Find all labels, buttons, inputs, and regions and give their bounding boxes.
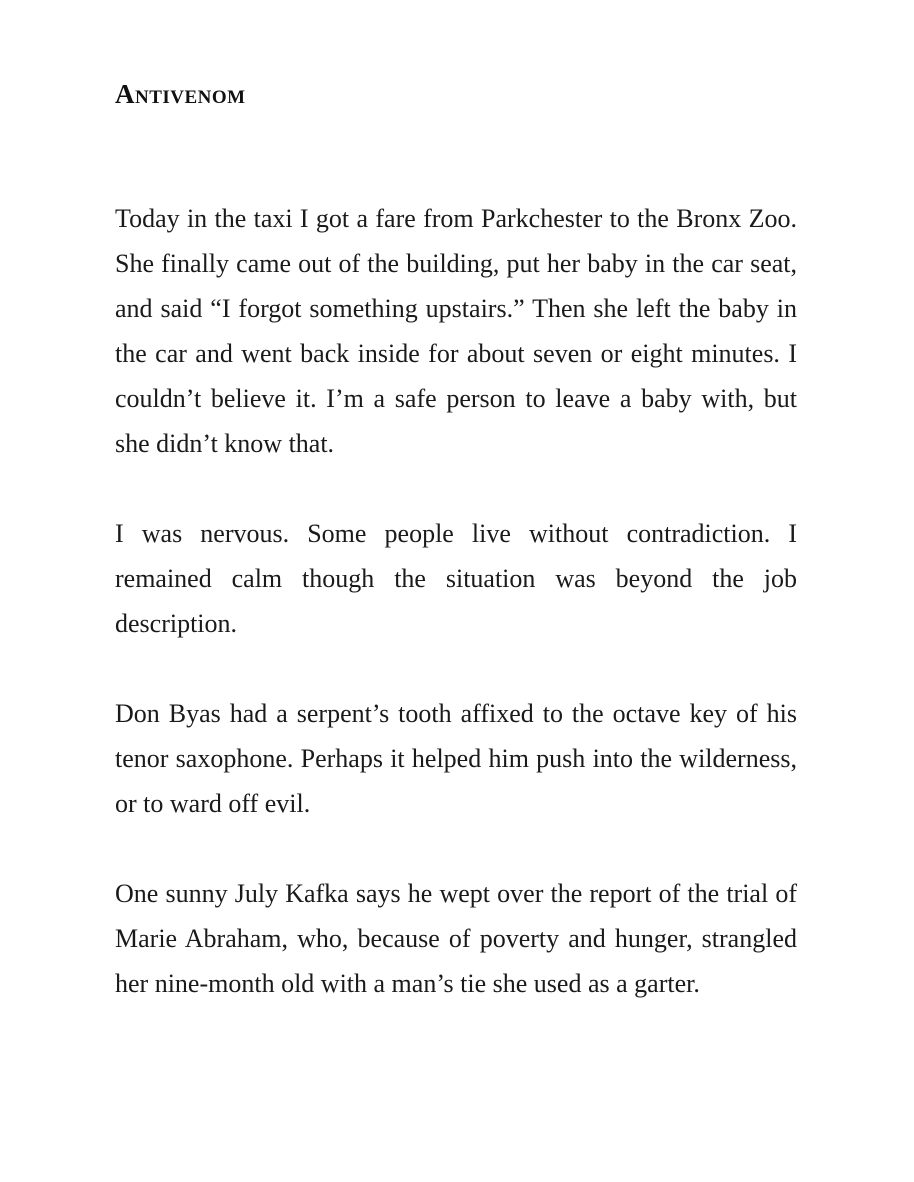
paragraph-taxi: Today in the taxi I got a fare from Parkchester to the Bronx Zoo. She finally came out of the building, put her baby in the car seat, and said “I forgot something upstairs.” Then she left the baby in the car and went back inside for about seven or eight minutes. I couldn’t believe it. I’m a safe person to leave a baby with, but she didn’t know that. — [115, 204, 797, 459]
poem-title: Antivenom — [115, 79, 246, 109]
text-block — [115, 78, 797, 1051]
paragraph-don-byas: Don Byas had a serpent’s tooth affixed to the octave key of his tenor saxophone. Perhaps it helped him push into the wilderness, or to ward off evil. — [115, 699, 797, 819]
paragraph-nervous: I was nervous. Some people live without contradiction. I remained calm though the situation was beyond the job description. — [115, 519, 797, 639]
paragraph-kafka: One sunny July Kafka says he wept over the report of the trial of Marie Abraham, who, because of poverty and hunger, strangled her nine-month old with a man’s tie she used as a garter. — [115, 879, 797, 999]
